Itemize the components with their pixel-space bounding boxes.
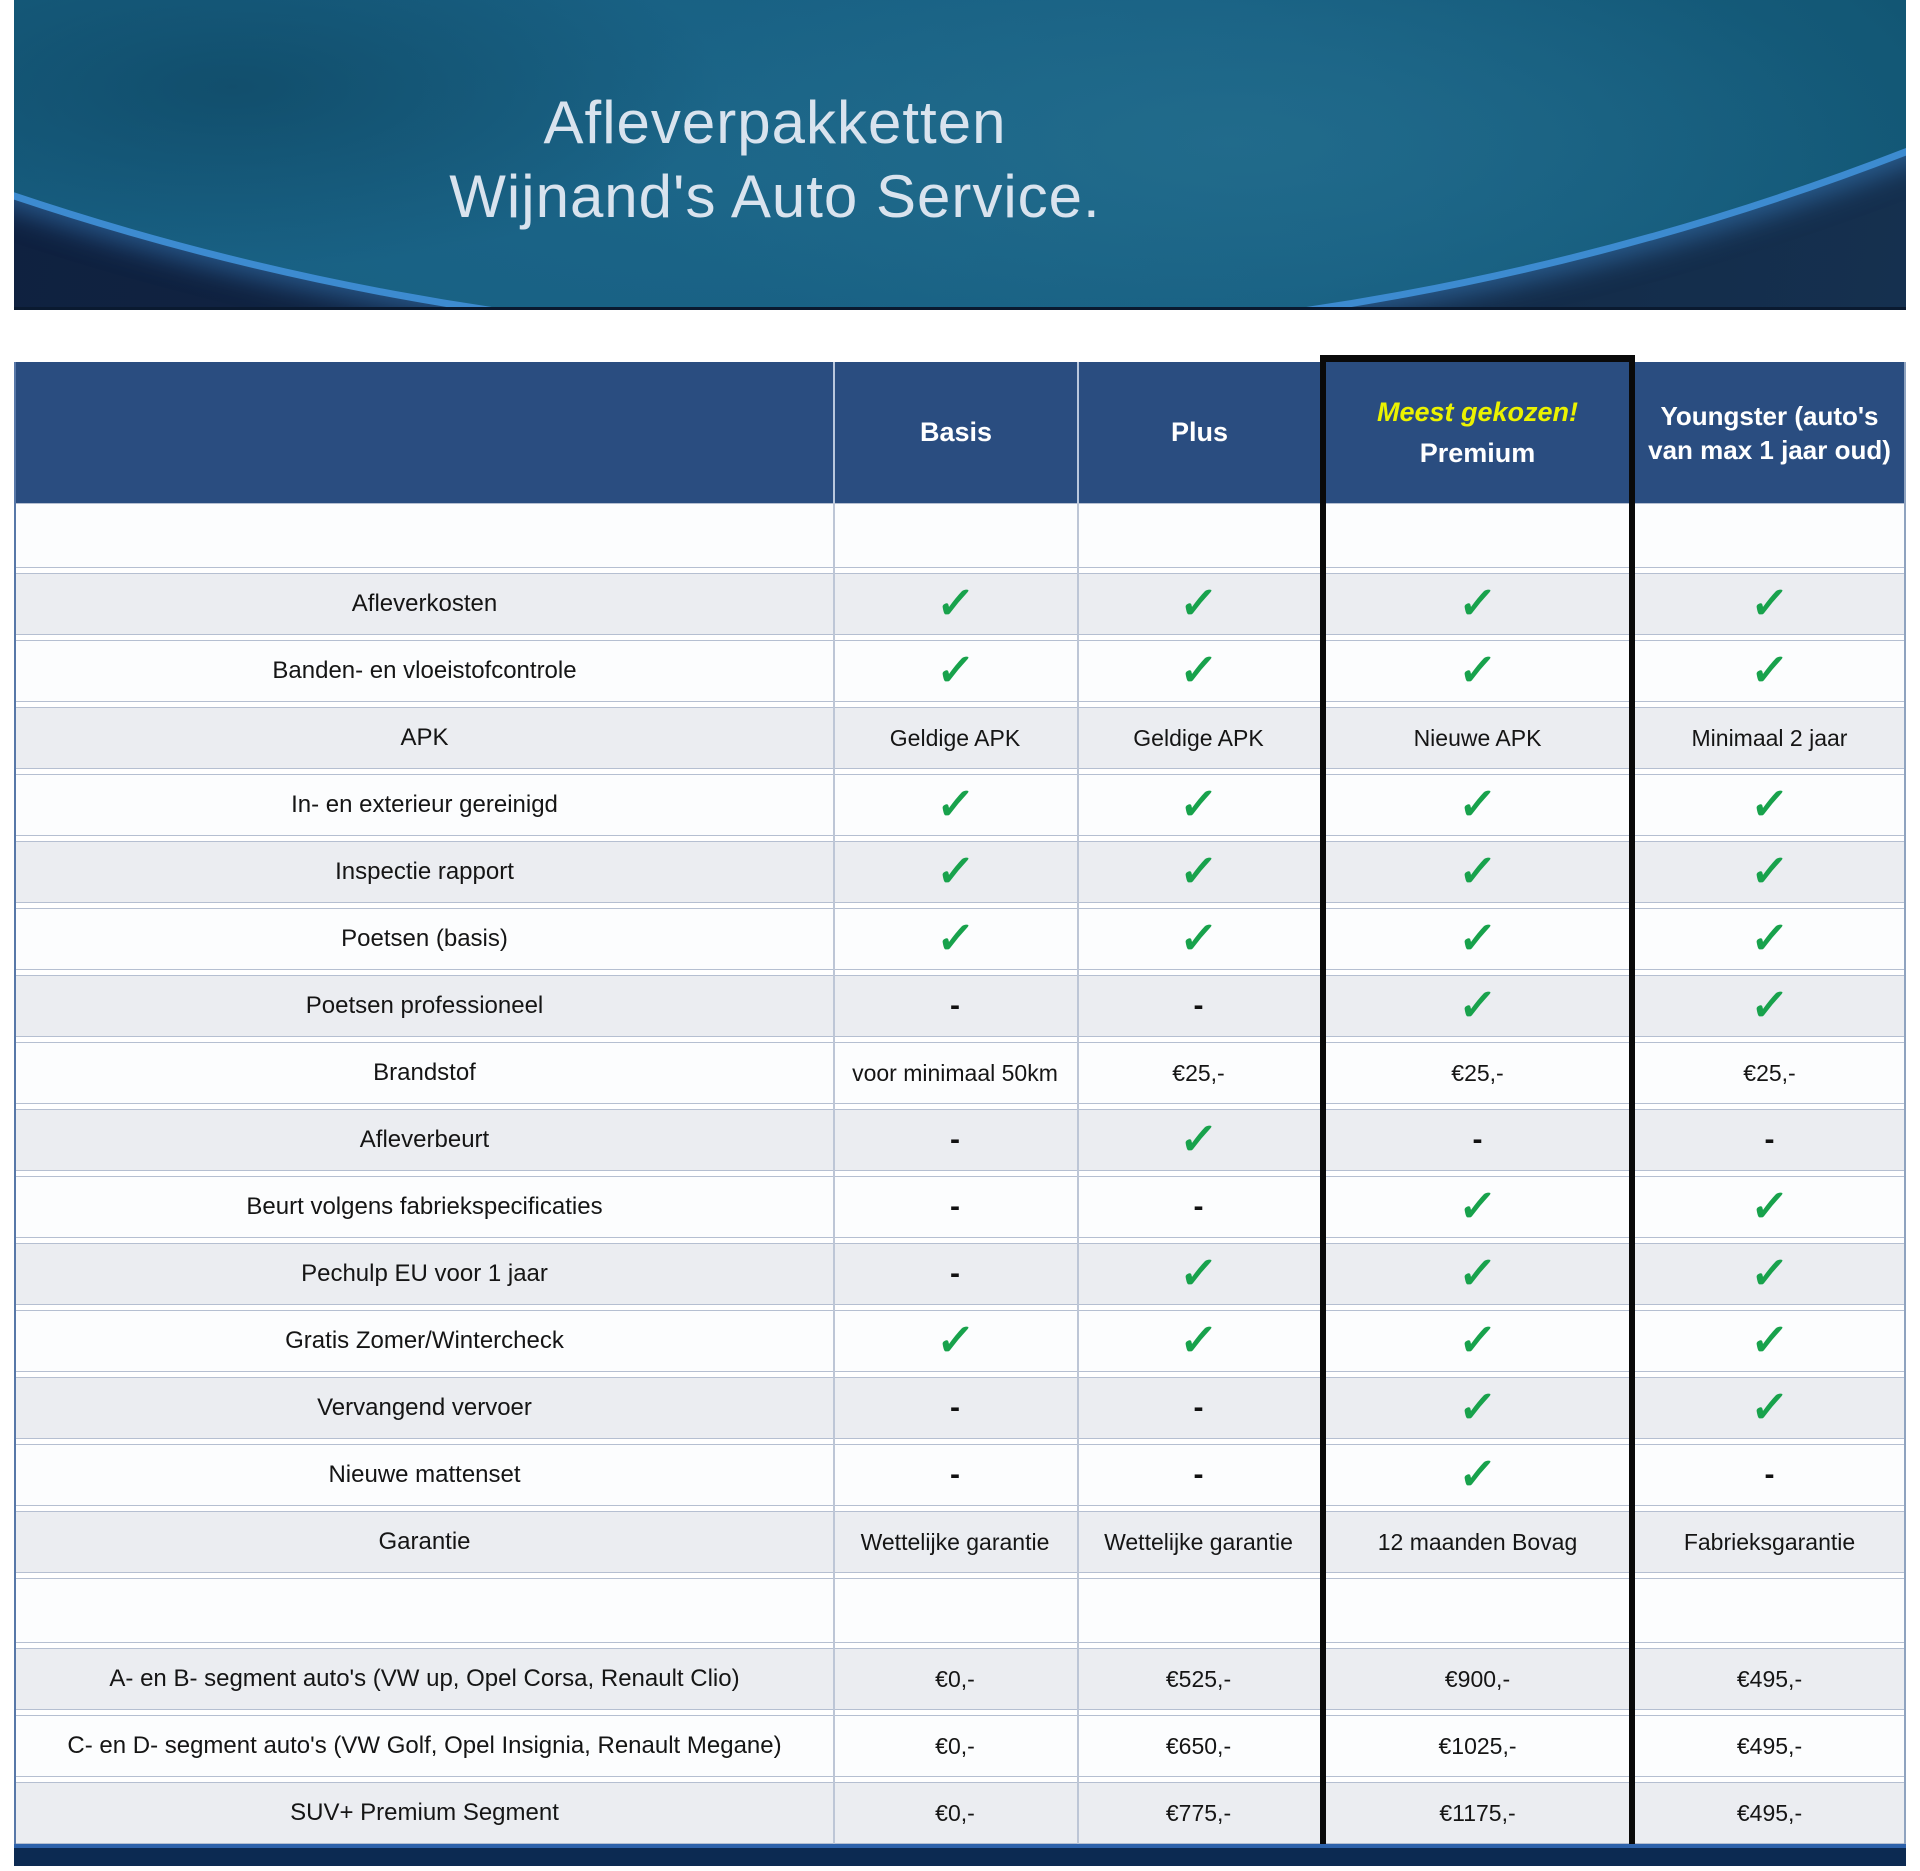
- check-icon: ✓: [1456, 1316, 1499, 1365]
- cell-plus: [1077, 775, 1320, 835]
- table-row: [16, 1243, 1904, 1305]
- check-icon: ✓: [1456, 914, 1499, 963]
- check-icon: ✓: [934, 847, 977, 896]
- cell-plus: [1077, 1649, 1320, 1709]
- cell-plus: [1077, 842, 1320, 902]
- table-spacer-row: [16, 1578, 1904, 1643]
- check-icon: ✓: [1177, 914, 1220, 963]
- check-icon: ✓: [1456, 1450, 1499, 1499]
- row-label: [16, 976, 833, 1036]
- cell-text: €775,-: [1165, 1799, 1232, 1826]
- row-label: [16, 1649, 833, 1709]
- cell-youngster: [1635, 641, 1904, 701]
- dash-icon: -: [1193, 1190, 1204, 1223]
- dash-icon: -: [1472, 1123, 1483, 1156]
- check-icon: ✓: [1177, 1115, 1220, 1164]
- check-icon: ✓: [1748, 847, 1791, 896]
- cell-text: €25,-: [1451, 1059, 1504, 1086]
- cell-text: €1025,-: [1438, 1732, 1517, 1759]
- table-row: [16, 573, 1904, 635]
- header-youngster: [1635, 362, 1904, 503]
- cell-basis: [833, 775, 1077, 835]
- row-label: [16, 775, 833, 835]
- dash-icon: -: [1764, 1123, 1775, 1156]
- cell-plus: [1077, 1512, 1320, 1572]
- cell-text: Minimaal 2 jaar: [1691, 724, 1848, 751]
- feature-label: Nieuwe mattenset: [328, 1461, 521, 1488]
- feature-label: APK: [400, 724, 449, 751]
- row-label: [16, 1043, 833, 1103]
- cell-basis: [833, 1177, 1077, 1237]
- cell-youngster: [1635, 1043, 1904, 1103]
- cell-premium: [1320, 842, 1635, 902]
- dash-icon: -: [1193, 1458, 1204, 1491]
- dash-icon: -: [1193, 1391, 1204, 1424]
- cell-text: €25,-: [1743, 1059, 1796, 1086]
- cell-youngster: [1635, 1649, 1904, 1709]
- row-label: [16, 1783, 833, 1843]
- table-row: [16, 1444, 1904, 1506]
- table-row: [16, 1176, 1904, 1238]
- cell-basis: [833, 1244, 1077, 1304]
- feature-label: Afleverkosten: [351, 590, 498, 617]
- cell-basis: [833, 1649, 1077, 1709]
- header-basis: [833, 362, 1077, 503]
- check-icon: ✓: [1456, 646, 1499, 695]
- cell-text: €0,-: [935, 1732, 975, 1759]
- row-label: [16, 842, 833, 902]
- check-icon: ✓: [1748, 981, 1791, 1030]
- cell-text: €495,-: [1736, 1799, 1803, 1826]
- cell-basis: [833, 1378, 1077, 1438]
- cell-basis: [833, 1445, 1077, 1505]
- check-icon: ✓: [934, 579, 977, 628]
- cell-text: €900,-: [1444, 1665, 1511, 1692]
- check-icon: ✓: [1748, 1182, 1791, 1231]
- cell-plus: [1077, 1445, 1320, 1505]
- dash-icon: -: [950, 1391, 960, 1424]
- cell-text: Geldige APK: [889, 724, 1021, 751]
- feature-label: Afleverbeurt: [359, 1126, 490, 1153]
- feature-label: Banden- en vloeistofcontrole: [272, 657, 577, 684]
- header-premium-label: Premium: [1419, 437, 1536, 468]
- feature-label: Inspectie rapport: [335, 858, 514, 885]
- table-row: [16, 841, 1904, 903]
- cell-basis: [833, 1311, 1077, 1371]
- cell-plus: [1077, 976, 1320, 1036]
- dash-icon: -: [950, 989, 960, 1022]
- cell-premium: [1320, 641, 1635, 701]
- check-icon: ✓: [1748, 1316, 1791, 1365]
- check-icon: ✓: [934, 1316, 977, 1365]
- header-plus-label: Plus: [1170, 417, 1229, 447]
- row-label: [16, 1716, 833, 1776]
- dash-icon: -: [950, 1257, 960, 1290]
- feature-label: A- en B- segment auto's (VW up, Opel Corsa, Renault Clio): [109, 1665, 740, 1692]
- column-divider-2: [1077, 503, 1079, 1844]
- cell-text: Fabrieksgarantie: [1683, 1528, 1856, 1555]
- cell-basis: [833, 1110, 1077, 1170]
- row-label: [16, 1512, 833, 1572]
- cell-plus: [1077, 1378, 1320, 1438]
- cell-plus: [1077, 1716, 1320, 1776]
- column-divider-1: [833, 503, 835, 1844]
- row-label: [16, 1177, 833, 1237]
- table-bottom-navy-bar: [14, 1848, 1906, 1866]
- cell-basis: [833, 641, 1077, 701]
- feature-label: Pechulp EU voor 1 jaar: [301, 1260, 548, 1287]
- check-icon: ✓: [1748, 1383, 1791, 1432]
- check-icon: ✓: [1177, 646, 1220, 695]
- cell-premium: [1320, 1311, 1635, 1371]
- cell-premium: [1320, 1445, 1635, 1505]
- cell-basis: [833, 909, 1077, 969]
- cell-basis: [833, 504, 1077, 567]
- check-icon: ✓: [1456, 579, 1499, 628]
- banner-title: [14, 86, 1721, 234]
- cell-youngster: [1635, 842, 1904, 902]
- feature-label: Beurt volgens fabriekspecificaties: [246, 1193, 603, 1220]
- cell-text: €525,-: [1165, 1665, 1232, 1692]
- cell-premium: [1320, 775, 1635, 835]
- cell-text: €650,-: [1165, 1732, 1232, 1759]
- dash-icon: -: [950, 1458, 960, 1491]
- row-label: [16, 641, 833, 701]
- header-youngster-label: Youngster (auto's van max 1 jaar oud): [1648, 400, 1891, 465]
- cell-premium: [1320, 1110, 1635, 1170]
- banner: [14, 0, 1906, 310]
- cell-basis: [833, 976, 1077, 1036]
- cell-basis: [833, 842, 1077, 902]
- dash-icon: -: [950, 1190, 960, 1223]
- feature-label: Poetsen (basis): [341, 925, 508, 952]
- check-icon: ✓: [1748, 780, 1791, 829]
- cell-premium: [1320, 976, 1635, 1036]
- cell-basis: [833, 1043, 1077, 1103]
- table-row: [16, 1310, 1904, 1372]
- table-row: [16, 1648, 1904, 1710]
- cell-youngster: [1635, 1512, 1904, 1572]
- table-row: [16, 774, 1904, 836]
- row-label: [16, 1378, 833, 1438]
- header-basis-label: Basis: [919, 417, 993, 447]
- feature-label: SUV+ Premium Segment: [290, 1799, 559, 1826]
- header-feature-column: [16, 362, 833, 503]
- check-icon: ✓: [934, 914, 977, 963]
- feature-label: Gratis Zomer/Wintercheck: [285, 1327, 564, 1354]
- cell-text: €25,-: [1172, 1059, 1225, 1086]
- dash-icon: -: [1193, 989, 1204, 1022]
- cell-plus: [1077, 1043, 1320, 1103]
- check-icon: ✓: [1456, 981, 1499, 1030]
- cell-premium: [1320, 574, 1635, 634]
- check-icon: ✓: [1177, 1316, 1220, 1365]
- check-icon: ✓: [1456, 847, 1499, 896]
- row-label: [16, 1244, 833, 1304]
- table-row: [16, 1042, 1904, 1104]
- check-icon: ✓: [934, 780, 977, 829]
- cell-youngster: [1635, 1716, 1904, 1776]
- row-label: [16, 1110, 833, 1170]
- table-right-border: [1904, 362, 1906, 1844]
- cell-youngster: [1635, 1579, 1904, 1642]
- cell-premium: [1320, 909, 1635, 969]
- cell-text: Nieuwe APK: [1413, 724, 1542, 751]
- cell-premium: [1320, 1378, 1635, 1438]
- table-spacer-row: [16, 503, 1904, 568]
- cell-premium: [1320, 504, 1635, 567]
- banner-title-line2: Wijnand's Auto Service.: [449, 163, 1101, 230]
- cell-basis: [833, 1512, 1077, 1572]
- check-icon: ✓: [1456, 780, 1499, 829]
- check-icon: ✓: [934, 646, 977, 695]
- cell-plus: [1077, 1244, 1320, 1304]
- table-row: [16, 640, 1904, 702]
- feature-label: Brandstof: [373, 1059, 476, 1086]
- banner-title-line1: Afleverpakketten: [543, 89, 1007, 156]
- feature-label: Poetsen professioneel: [305, 992, 544, 1019]
- dash-icon: -: [950, 1123, 960, 1156]
- table-row: [16, 908, 1904, 970]
- table-row: [16, 1377, 1904, 1439]
- table-body: [16, 503, 1904, 1849]
- cell-plus: [1077, 1783, 1320, 1843]
- cell-premium: [1320, 1716, 1635, 1776]
- feature-label: In- en exterieur gereinigd: [291, 791, 558, 818]
- dash-icon: -: [1764, 1458, 1775, 1491]
- check-icon: ✓: [1177, 780, 1220, 829]
- cell-premium: [1320, 1512, 1635, 1572]
- cell-text: €1175,-: [1439, 1799, 1516, 1826]
- premium-badge: Meest gekozen!: [1376, 396, 1579, 427]
- cell-basis: [833, 1716, 1077, 1776]
- cell-plus: [1077, 1579, 1320, 1642]
- check-icon: ✓: [1456, 1249, 1499, 1298]
- cell-plus: [1077, 504, 1320, 567]
- cell-text: Wettelijke garantie: [860, 1528, 1050, 1555]
- row-label: [16, 504, 833, 567]
- cell-plus: [1077, 1177, 1320, 1237]
- cell-plus: [1077, 574, 1320, 634]
- cell-youngster: [1635, 1378, 1904, 1438]
- check-icon: ✓: [1177, 579, 1220, 628]
- header-plus: [1077, 362, 1320, 503]
- header-premium: [1320, 362, 1635, 503]
- row-label: [16, 1579, 833, 1642]
- table-row: [16, 707, 1904, 769]
- cell-basis: [833, 1783, 1077, 1843]
- table-row: [16, 1511, 1904, 1573]
- cell-premium: [1320, 1043, 1635, 1103]
- cell-youngster: [1635, 1244, 1904, 1304]
- cell-plus: [1077, 1110, 1320, 1170]
- table-row: [16, 975, 1904, 1037]
- check-icon: ✓: [1748, 579, 1791, 628]
- table-row: [16, 1715, 1904, 1777]
- cell-premium: [1320, 1649, 1635, 1709]
- cell-youngster: [1635, 504, 1904, 567]
- check-icon: ✓: [1456, 1383, 1499, 1432]
- feature-label: Garantie: [378, 1528, 471, 1555]
- table-header: [16, 362, 1904, 503]
- cell-basis: [833, 708, 1077, 768]
- cell-text: €0,-: [935, 1799, 975, 1826]
- cell-premium: [1320, 1579, 1635, 1642]
- row-label: [16, 1445, 833, 1505]
- cell-text: 12 maanden Bovag: [1377, 1528, 1578, 1555]
- cell-youngster: [1635, 708, 1904, 768]
- cell-plus: [1077, 1311, 1320, 1371]
- cell-youngster: [1635, 976, 1904, 1036]
- row-label: [16, 708, 833, 768]
- check-icon: ✓: [1456, 1182, 1499, 1231]
- cell-text: €0,-: [935, 1665, 975, 1692]
- cell-premium: [1320, 1783, 1635, 1843]
- cell-basis: [833, 574, 1077, 634]
- cell-plus: [1077, 641, 1320, 701]
- cell-text: €495,-: [1736, 1665, 1803, 1692]
- row-label: [16, 574, 833, 634]
- cell-plus: [1077, 708, 1320, 768]
- cell-premium: [1320, 1244, 1635, 1304]
- cell-basis: [833, 1579, 1077, 1642]
- cell-premium: [1320, 708, 1635, 768]
- cell-youngster: [1635, 775, 1904, 835]
- cell-youngster: [1635, 1783, 1904, 1843]
- cell-text: Wettelijke garantie: [1104, 1528, 1293, 1555]
- row-label: [16, 1311, 833, 1371]
- cell-youngster: [1635, 1177, 1904, 1237]
- check-icon: ✓: [1748, 914, 1791, 963]
- check-icon: ✓: [1177, 847, 1220, 896]
- cell-youngster: [1635, 1311, 1904, 1371]
- table-row: [16, 1109, 1904, 1171]
- cell-text: voor minimaal 50km: [852, 1059, 1058, 1086]
- cell-youngster: [1635, 909, 1904, 969]
- table-row: [16, 1782, 1904, 1844]
- check-icon: ✓: [1748, 1249, 1791, 1298]
- cell-youngster: [1635, 574, 1904, 634]
- check-icon: ✓: [1748, 646, 1791, 695]
- check-icon: ✓: [1177, 1249, 1220, 1298]
- row-label: [16, 909, 833, 969]
- feature-label: Vervangend vervoer: [317, 1394, 532, 1421]
- cell-text: Geldige APK: [1133, 724, 1264, 751]
- cell-premium: [1320, 1177, 1635, 1237]
- feature-label: C- en D- segment auto's (VW Golf, Opel Insignia, Renault Megane): [67, 1732, 782, 1759]
- cell-youngster: [1635, 1445, 1904, 1505]
- cell-youngster: [1635, 1110, 1904, 1170]
- cell-text: €495,-: [1736, 1732, 1803, 1759]
- cell-plus: [1077, 909, 1320, 969]
